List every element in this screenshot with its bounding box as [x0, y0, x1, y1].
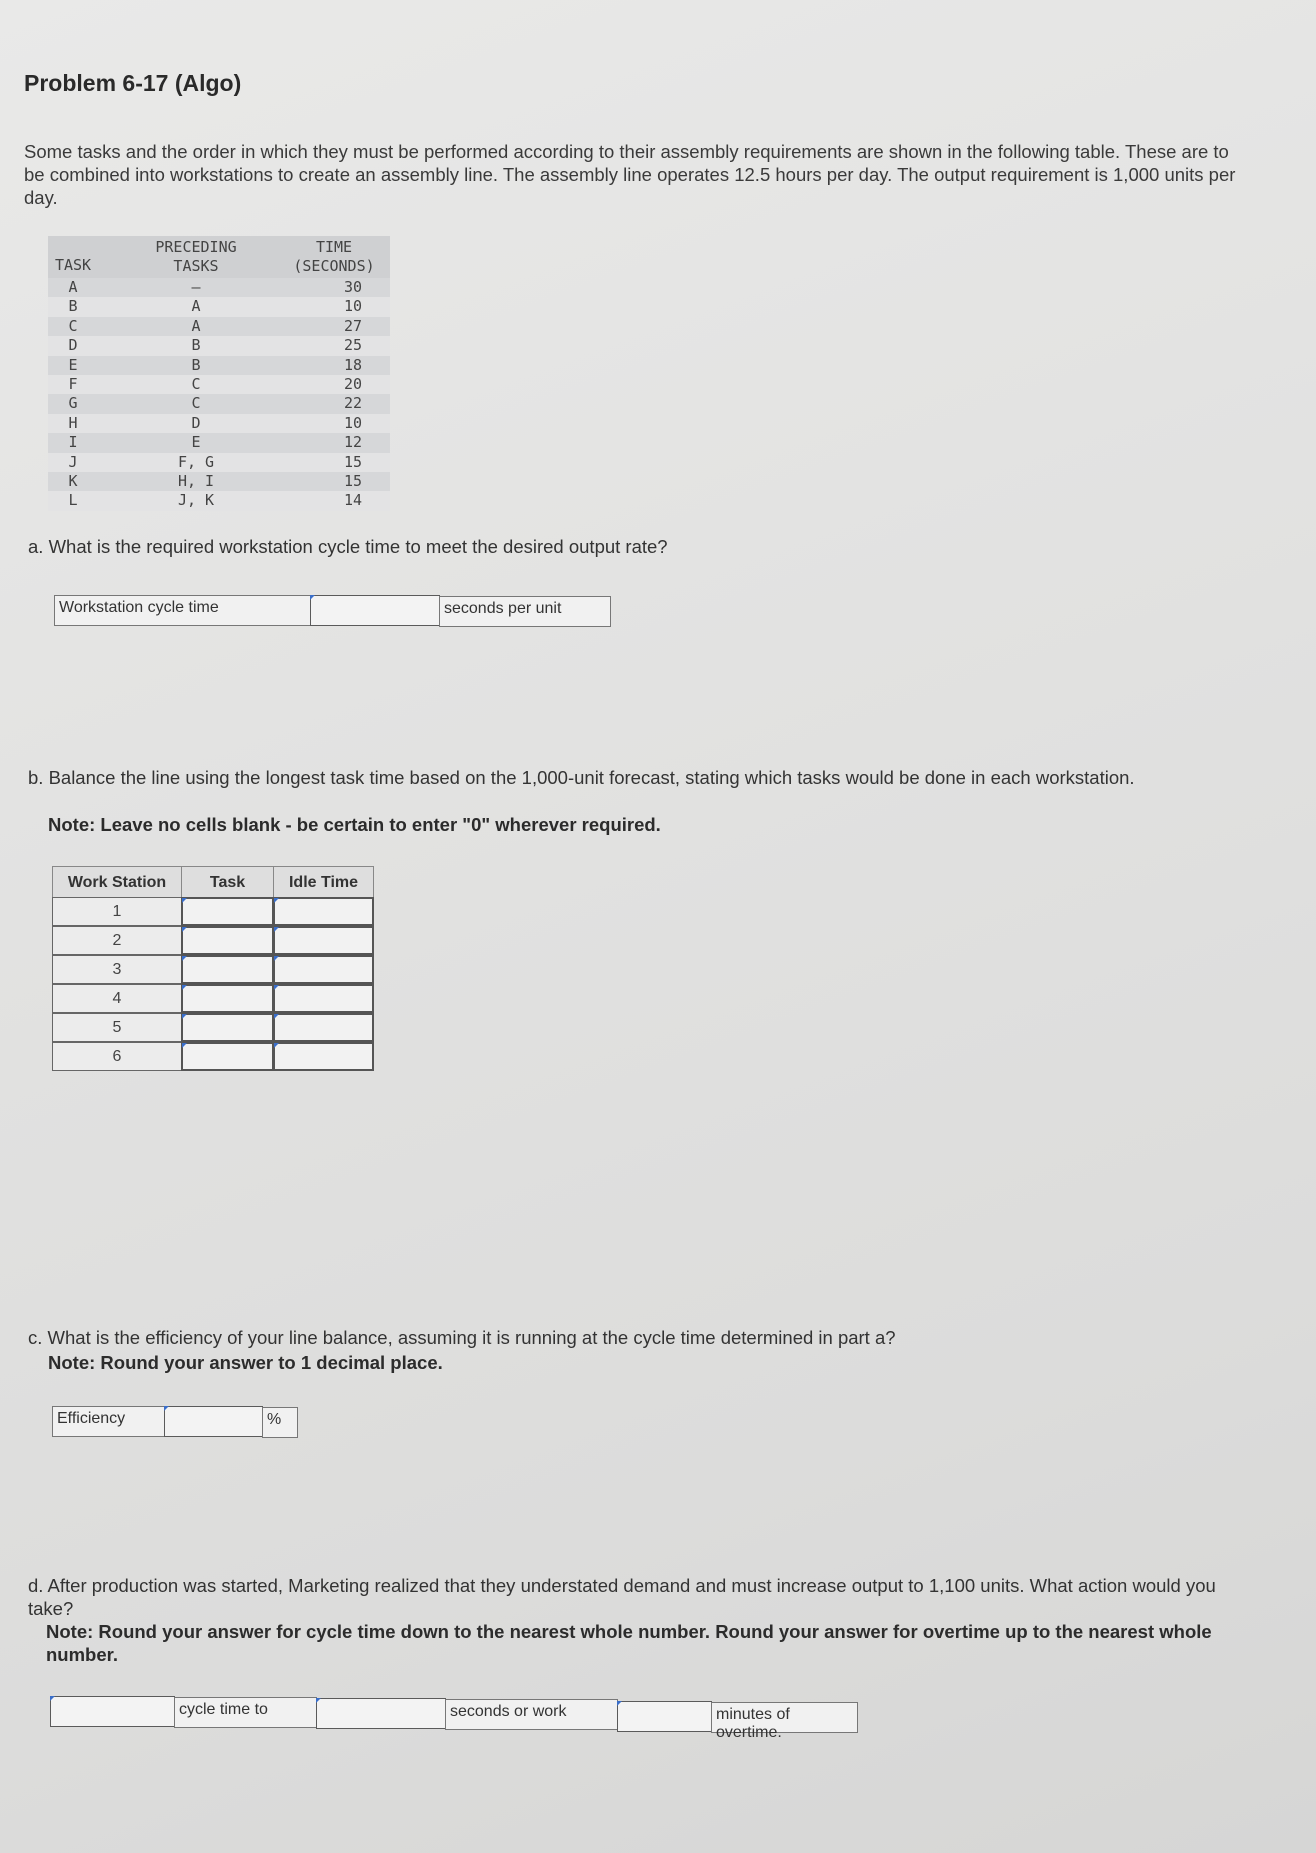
efficiency-unit: % — [262, 1407, 298, 1438]
time-cell: 20 — [343, 374, 363, 393]
task-row — [48, 375, 390, 394]
preceding-cell: J, K — [177, 491, 215, 510]
task-cell: I — [68, 433, 78, 452]
header-task: TASK — [54, 256, 92, 274]
station-number-cell: 5 — [52, 1013, 182, 1042]
task-row — [48, 433, 390, 452]
time-cell: 10 — [343, 413, 363, 432]
cycle-time-unit: seconds per unit — [439, 596, 611, 627]
preceding-cell: A — [191, 297, 201, 316]
task-cell: L — [68, 491, 78, 510]
station-idle-time-input[interactable] — [273, 926, 374, 955]
task-cell: D — [68, 336, 78, 355]
time-cell: 25 — [343, 336, 363, 355]
problem-intro: Some tasks and the order in which they must be performed according to their assembly requirements are shown in the following table. These are to be combined into workstations to create an assembly line. The assembly line operates 12.5 hours per day. The output requirement is 1,000 units per day. — [24, 141, 1236, 208]
preceding-cell: B — [191, 355, 201, 374]
header-work-station: Work Station — [52, 866, 182, 898]
preceding-cell: C — [191, 374, 201, 393]
efficiency-input[interactable] — [164, 1406, 263, 1437]
header-preceding-1: PRECEDING — [155, 238, 237, 256]
station-task-input[interactable] — [181, 955, 274, 984]
part-d-note: Note: Round your answer for cycle time down to the nearest whole number. Round your answer for overtime up to the nearest whole number. — [46, 1621, 1212, 1665]
header-time-1: TIME — [315, 238, 353, 256]
action-input-1[interactable] — [50, 1696, 175, 1727]
station-task-input[interactable] — [181, 1013, 274, 1042]
minutes-of-overtime-label: minutes of overtime. — [711, 1702, 858, 1733]
task-cell: G — [68, 394, 78, 413]
part-c-answer-row — [52, 1406, 298, 1438]
task-row — [48, 317, 390, 336]
efficiency-label: Efficiency — [52, 1406, 165, 1437]
part-d-answer-row — [50, 1696, 860, 1741]
task-cell: C — [68, 316, 78, 335]
task-cell: J — [68, 452, 78, 471]
time-cell: 15 — [343, 471, 363, 490]
task-row — [48, 278, 390, 297]
header-idle-time: Idle Time — [273, 866, 374, 898]
preceding-cell: D — [191, 413, 201, 432]
cycle-time-to-label: cycle time to — [174, 1697, 317, 1728]
header-task: Task — [181, 866, 274, 898]
task-cell: E — [68, 355, 78, 374]
preceding-cell: — — [191, 278, 201, 296]
preceding-cell: C — [191, 394, 201, 413]
time-cell: 18 — [343, 355, 363, 374]
preceding-cell: H, I — [177, 471, 215, 490]
station-task-input[interactable] — [181, 926, 274, 955]
part-c-note: Note: Round your answer to 1 decimal place. — [48, 1352, 443, 1373]
overtime-input[interactable] — [617, 1701, 712, 1732]
time-cell: 14 — [343, 491, 363, 510]
task-row — [48, 356, 390, 375]
station-number-cell: 6 — [52, 1042, 182, 1071]
header-preceding-2: TASKS — [173, 257, 219, 275]
seconds-or-work-label: seconds or work — [445, 1699, 618, 1730]
time-cell: 30 — [343, 278, 363, 296]
cycle-time-label: Workstation cycle time — [54, 595, 311, 626]
station-idle-time-input[interactable] — [273, 1013, 374, 1042]
task-row — [48, 491, 390, 510]
time-cell: 15 — [343, 452, 363, 471]
station-task-input[interactable] — [181, 984, 274, 1013]
preceding-cell: F, G — [177, 452, 215, 471]
station-number-cell: 3 — [52, 955, 182, 984]
station-task-input[interactable] — [181, 897, 274, 926]
preceding-cell: B — [191, 336, 201, 355]
cycle-time-input[interactable] — [310, 595, 440, 626]
station-number-cell: 1 — [52, 897, 182, 926]
task-row — [48, 336, 390, 355]
part-c-question: c. What is the efficiency of your line balance, assuming it is running at the cycle time determined in part a? — [28, 1327, 896, 1348]
header-time-2: (SECONDS) — [293, 257, 375, 275]
part-a-question: a. What is the required workstation cycle time to meet the desired output rate? — [28, 536, 668, 557]
time-cell: 12 — [343, 433, 363, 452]
task-row — [48, 414, 390, 433]
task-cell: A — [68, 278, 78, 296]
preceding-cell: E — [191, 433, 201, 452]
part-b-note: Note: Leave no cells blank - be certain to enter "0" wherever required. — [48, 814, 661, 835]
part-b-question: b. Balance the line using the longest task time based on the 1,000-unit forecast, stating which tasks would be done in each workstation. — [28, 767, 1135, 788]
station-task-input[interactable] — [181, 1042, 274, 1071]
station-idle-time-input[interactable] — [273, 1042, 374, 1071]
station-idle-time-input[interactable] — [273, 984, 374, 1013]
task-row — [48, 394, 390, 413]
cycle-time-value-input[interactable] — [316, 1698, 446, 1729]
task-row — [48, 297, 390, 316]
station-number-cell: 2 — [52, 926, 182, 955]
task-table-header — [48, 236, 390, 278]
part-d-question: d. After production was started, Marketing realized that they understated demand and must increase output to 1,100 units. What action would you take? — [28, 1575, 1216, 1619]
task-cell: K — [68, 471, 78, 490]
task-cell: F — [68, 374, 78, 393]
task-table-body — [48, 278, 390, 511]
task-cell: H — [68, 413, 78, 432]
station-number-cell: 4 — [52, 984, 182, 1013]
station-idle-time-input[interactable] — [273, 955, 374, 984]
station-idle-time-input[interactable] — [273, 897, 374, 926]
preceding-cell: A — [191, 316, 201, 335]
task-precedence-table — [48, 236, 390, 511]
problem-title: Problem 6-17 (Algo) — [24, 70, 242, 96]
time-cell: 27 — [343, 316, 363, 335]
part-a-answer-row — [54, 595, 562, 627]
time-cell: 22 — [343, 394, 363, 413]
task-cell: B — [68, 297, 78, 316]
task-row — [48, 453, 390, 472]
task-row — [48, 472, 390, 491]
time-cell: 10 — [343, 297, 363, 316]
